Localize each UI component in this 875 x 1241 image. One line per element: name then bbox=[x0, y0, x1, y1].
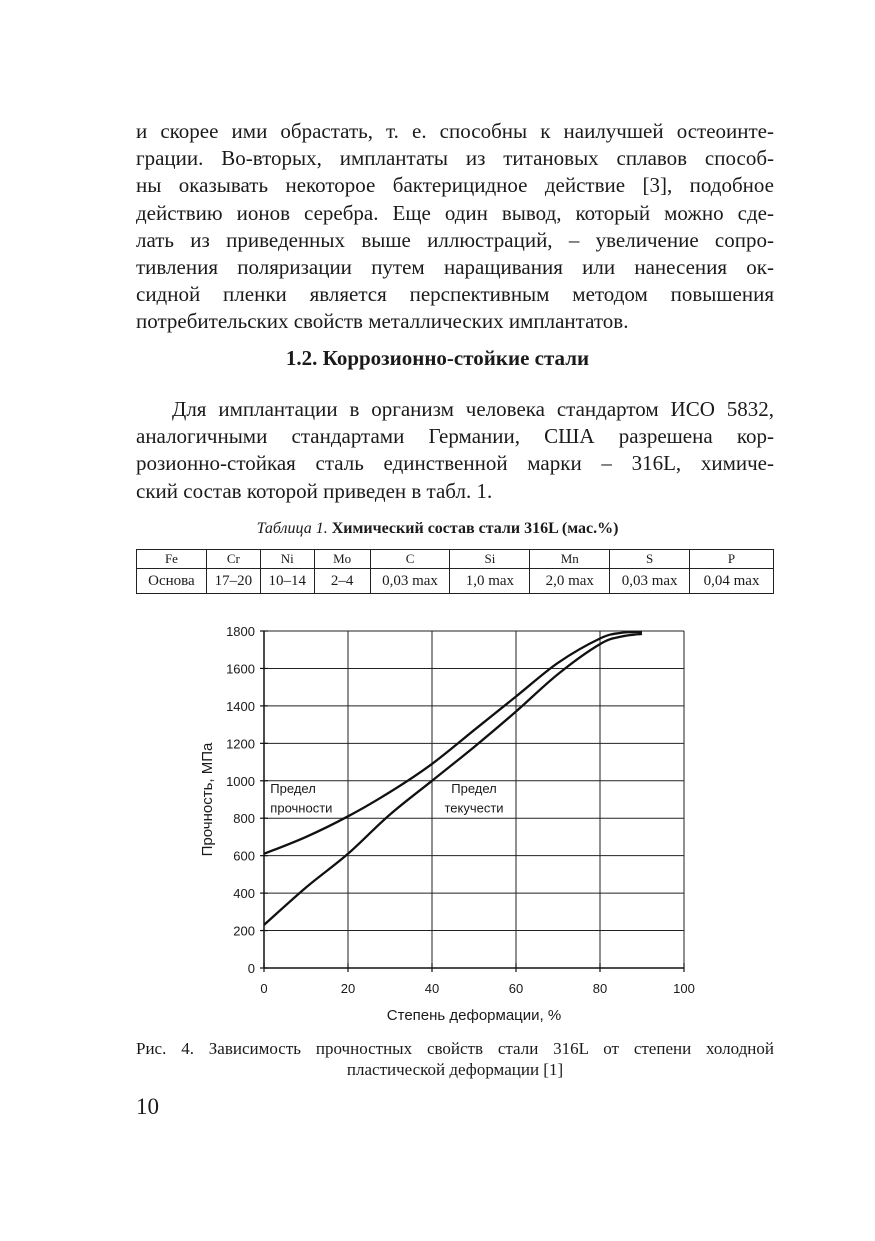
table-cell: 2–4 bbox=[314, 569, 370, 594]
x-tick-label: 20 bbox=[340, 981, 356, 996]
series-label-ultimate-strength: прочности bbox=[270, 800, 333, 816]
y-tick-label: 400 bbox=[233, 886, 255, 902]
table-cell: 10–14 bbox=[260, 569, 314, 594]
paragraph-line: тивления поляризации путем наращивания или нанесения ок- bbox=[136, 255, 774, 280]
table-header-row bbox=[137, 550, 774, 569]
body-paragraph-1 bbox=[136, 118, 774, 336]
paragraph-line: действию ионов серебра. Еще один вывод, который можно сде- bbox=[136, 200, 774, 225]
y-tick-label: 1400 bbox=[226, 698, 255, 714]
table-header-cell: Cr bbox=[206, 550, 260, 569]
table-cell: 2,0 max bbox=[530, 569, 610, 594]
table-cell: Основа bbox=[137, 569, 207, 594]
table-header-cell: Mo bbox=[314, 550, 370, 569]
table-header-cell: Fe bbox=[137, 550, 207, 569]
table-cell: 0,03 max bbox=[610, 569, 690, 594]
paragraph-line: ны оказывать некоторое бактерицидное действие [3], подобное bbox=[136, 173, 774, 198]
y-tick-label: 800 bbox=[233, 811, 255, 827]
y-tick-label: 600 bbox=[233, 848, 255, 864]
section-heading: 1.2. Коррозионно-стойкие стали bbox=[285, 346, 590, 370]
y-tick-label: 1200 bbox=[226, 736, 255, 752]
y-tick-label: 200 bbox=[233, 923, 255, 939]
paragraph-line: грации. Во-вторых, имплантаты из титановых сплавов способ- bbox=[136, 146, 774, 171]
x-tick-label: 60 bbox=[508, 981, 524, 996]
y-tick-label: 1600 bbox=[226, 661, 255, 677]
series-label-yield-strength: текучести bbox=[444, 800, 504, 816]
table-header-cell: S bbox=[610, 550, 690, 569]
x-tick-label: 100 bbox=[673, 981, 695, 996]
x-axis-title: Степень деформации, % bbox=[386, 1007, 562, 1024]
table-header-cell: C bbox=[370, 550, 450, 569]
paragraph-line: и скорее ими обрастать, т. е. способны к наилучшей остеоинте- bbox=[136, 119, 774, 143]
table-row bbox=[137, 569, 774, 594]
table-caption bbox=[0, 520, 875, 538]
table-header-cell: Mn bbox=[530, 550, 610, 569]
composition-table bbox=[136, 549, 774, 594]
y-axis-title: Прочность, МПа bbox=[199, 742, 216, 857]
table-cell: 0,04 max bbox=[690, 569, 774, 594]
y-tick-label: 1000 bbox=[226, 773, 255, 789]
paragraph-line: лать из приведенных выше иллюстраций, – увеличение сопро- bbox=[136, 227, 774, 252]
body-paragraph-2 bbox=[136, 396, 774, 505]
x-tick-label: 80 bbox=[592, 981, 608, 996]
table-header-cell: P bbox=[690, 550, 774, 569]
x-tick-label: 40 bbox=[424, 981, 440, 996]
table-header-cell: Si bbox=[450, 550, 530, 569]
paragraph-line: сидной пленки является перспективным методом повышения bbox=[136, 282, 774, 307]
figure-caption bbox=[136, 1038, 774, 1080]
yield-strength-curve bbox=[264, 634, 642, 925]
series-label-yield-strength: Предел bbox=[451, 780, 497, 796]
paragraph-line: аналогичными стандартами Германии, США разрешена кор- bbox=[136, 424, 774, 449]
strength-chart bbox=[190, 612, 710, 1032]
paragraph-line: розионно-стойкая сталь единственной марки – 316L, химиче- bbox=[136, 451, 774, 476]
figure-caption-line: Рис. 4. Зависимость прочностных свойств стали 316L от степени холодной bbox=[136, 1039, 774, 1058]
y-tick-label: 0 bbox=[247, 961, 255, 976]
table-caption-title: Химический состав стали 316L (мас.%) bbox=[331, 520, 619, 537]
series-label-ultimate-strength: Предел bbox=[270, 780, 316, 796]
table-cell: 17–20 bbox=[206, 569, 260, 594]
table-cell: 1,0 max bbox=[450, 569, 530, 594]
page-number: 10 bbox=[136, 1094, 159, 1119]
table-cell: 0,03 max bbox=[370, 569, 450, 594]
paragraph-line: Для имплантации в организм человека стандартом ИСО 5832, bbox=[172, 397, 774, 421]
x-tick-label: 0 bbox=[260, 981, 268, 996]
figure-caption-line: пластической деформации [1] bbox=[346, 1060, 564, 1079]
table-caption-label: Таблица 1. bbox=[256, 520, 328, 537]
table-header-cell: Ni bbox=[260, 550, 314, 569]
y-tick-label: 1800 bbox=[226, 624, 255, 639]
paragraph-line: ский состав которой приведен в табл. 1. bbox=[136, 478, 493, 503]
paragraph-line: потребительских свойств металлических имплантатов. bbox=[136, 309, 629, 334]
